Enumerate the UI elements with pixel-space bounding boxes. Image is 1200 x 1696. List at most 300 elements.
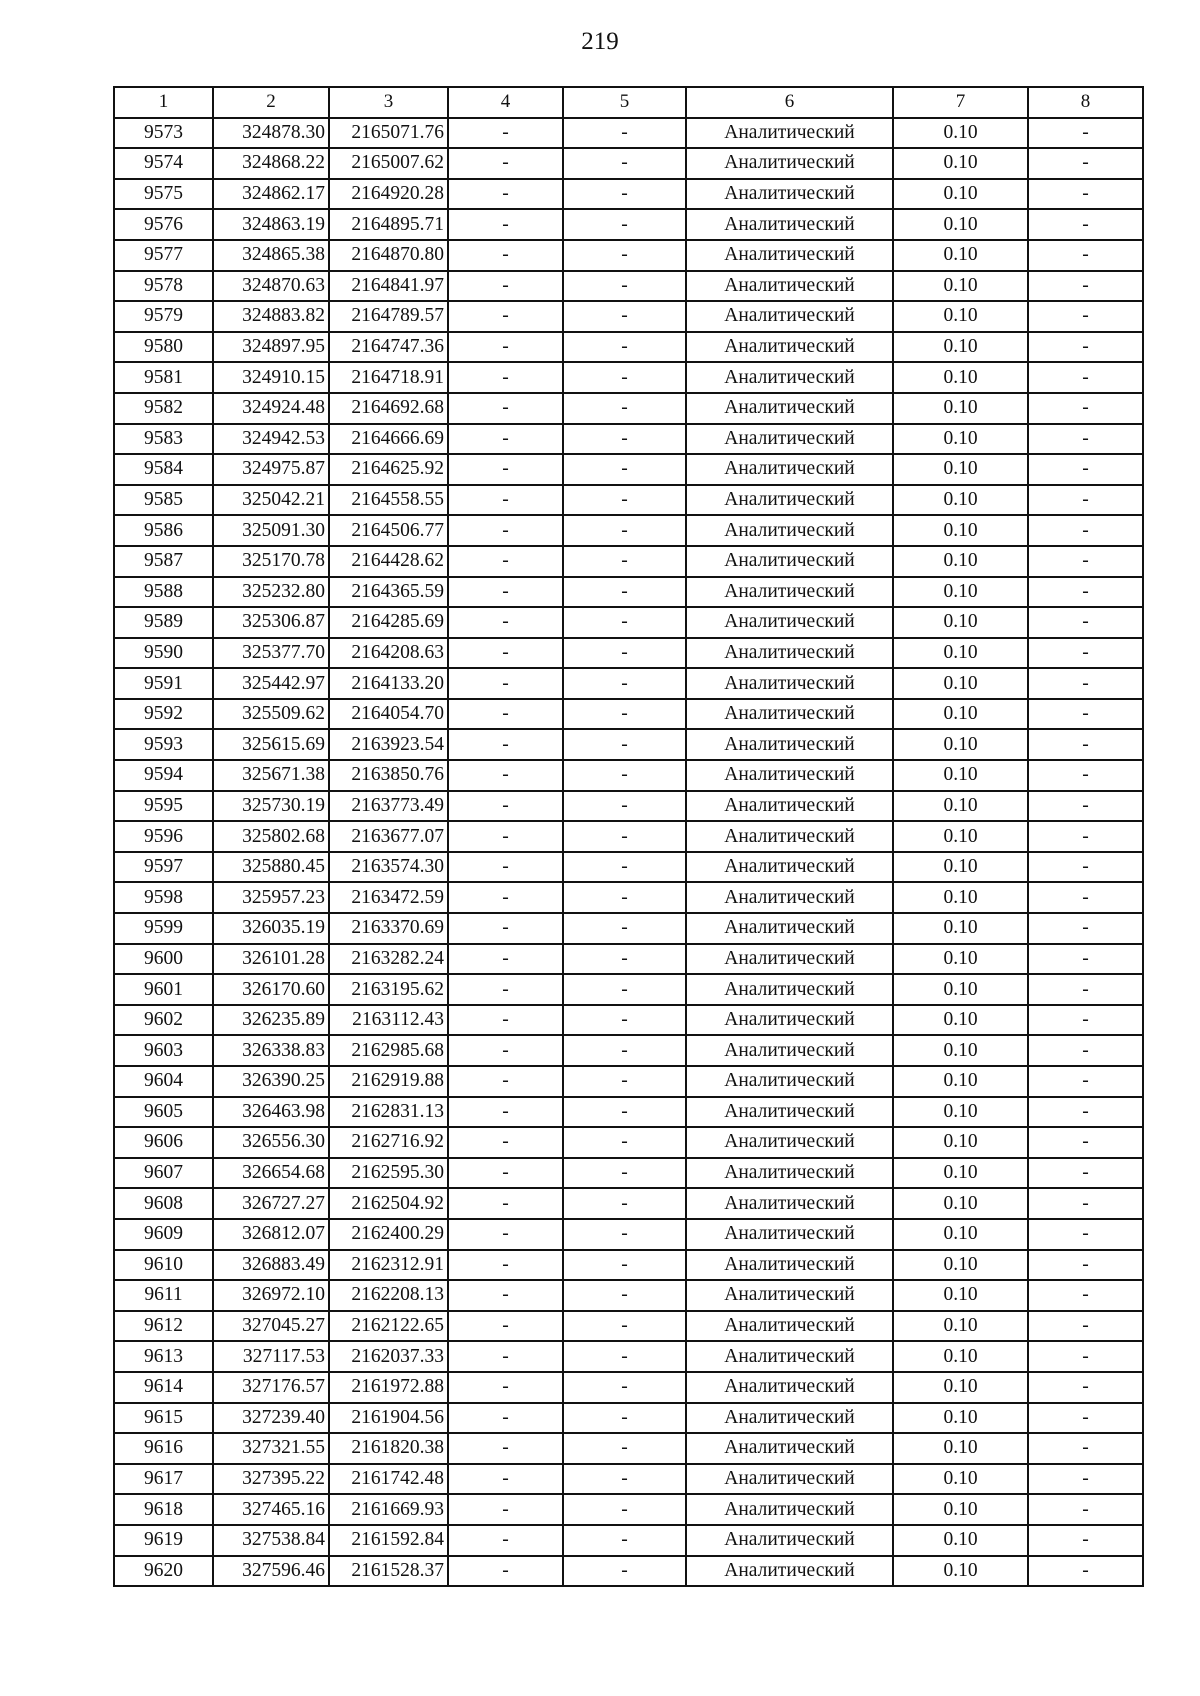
x-coordinate-cell: 324862.17: [213, 179, 329, 210]
table-row: [114, 1311, 1143, 1342]
column-4-cell: -: [448, 944, 563, 975]
accuracy-cell: 0.10: [893, 271, 1028, 302]
accuracy-cell: 0.10: [893, 974, 1028, 1005]
column-4-cell: -: [448, 913, 563, 944]
point-number-cell: 9574: [114, 148, 213, 179]
method-cell: Аналитический: [686, 1433, 893, 1464]
column-8-cell: -: [1028, 1525, 1143, 1556]
column-4-cell: -: [448, 729, 563, 760]
table-row: [114, 638, 1143, 669]
method-cell: Аналитический: [686, 1188, 893, 1219]
y-coordinate-cell: 2161669.93: [329, 1494, 448, 1525]
y-coordinate-cell: 2164692.68: [329, 393, 448, 424]
y-coordinate-cell: 2163195.62: [329, 974, 448, 1005]
column-header: 8: [1028, 87, 1143, 118]
column-5-cell: -: [563, 1556, 686, 1587]
table-row: [114, 546, 1143, 577]
y-coordinate-cell: 2163574.30: [329, 852, 448, 883]
column-4-cell: -: [448, 821, 563, 852]
point-number-cell: 9610: [114, 1250, 213, 1281]
column-5-cell: -: [563, 974, 686, 1005]
point-number-cell: 9602: [114, 1005, 213, 1036]
x-coordinate-cell: 327117.53: [213, 1341, 329, 1372]
y-coordinate-cell: 2161742.48: [329, 1464, 448, 1495]
method-cell: Аналитический: [686, 1250, 893, 1281]
method-cell: Аналитический: [686, 882, 893, 913]
point-number-cell: 9573: [114, 118, 213, 149]
y-coordinate-cell: 2162208.13: [329, 1280, 448, 1311]
x-coordinate-cell: 324868.22: [213, 148, 329, 179]
x-coordinate-cell: 325730.19: [213, 791, 329, 822]
column-4-cell: -: [448, 1494, 563, 1525]
table-row: [114, 1066, 1143, 1097]
table-row: [114, 1127, 1143, 1158]
x-coordinate-cell: 324878.30: [213, 118, 329, 149]
column-4-cell: -: [448, 546, 563, 577]
column-4-cell: -: [448, 332, 563, 363]
column-4-cell: -: [448, 118, 563, 149]
y-coordinate-cell: 2162037.33: [329, 1341, 448, 1372]
y-coordinate-cell: 2164428.62: [329, 546, 448, 577]
column-5-cell: -: [563, 791, 686, 822]
accuracy-cell: 0.10: [893, 240, 1028, 271]
column-8-cell: -: [1028, 240, 1143, 271]
y-coordinate-cell: 2164506.77: [329, 515, 448, 546]
column-8-cell: -: [1028, 118, 1143, 149]
table-row: [114, 729, 1143, 760]
x-coordinate-cell: 326972.10: [213, 1280, 329, 1311]
accuracy-cell: 0.10: [893, 1005, 1028, 1036]
point-number-cell: 9578: [114, 271, 213, 302]
column-4-cell: -: [448, 148, 563, 179]
column-8-cell: -: [1028, 148, 1143, 179]
table-row: [114, 760, 1143, 791]
method-cell: Аналитический: [686, 332, 893, 363]
accuracy-cell: 0.10: [893, 1494, 1028, 1525]
table-row: [114, 1035, 1143, 1066]
column-5-cell: -: [563, 148, 686, 179]
accuracy-cell: 0.10: [893, 882, 1028, 913]
accuracy-cell: 0.10: [893, 424, 1028, 455]
column-8-cell: -: [1028, 424, 1143, 455]
method-cell: Аналитический: [686, 393, 893, 424]
y-coordinate-cell: 2163773.49: [329, 791, 448, 822]
column-4-cell: -: [448, 1280, 563, 1311]
y-coordinate-cell: 2161528.37: [329, 1556, 448, 1587]
column-4-cell: -: [448, 852, 563, 883]
point-number-cell: 9579: [114, 301, 213, 332]
page-number: 219: [581, 28, 619, 55]
column-8-cell: -: [1028, 821, 1143, 852]
method-cell: Аналитический: [686, 179, 893, 210]
x-coordinate-cell: 327596.46: [213, 1556, 329, 1587]
x-coordinate-cell: 325615.69: [213, 729, 329, 760]
table-row: [114, 301, 1143, 332]
method-cell: Аналитический: [686, 1556, 893, 1587]
column-5-cell: -: [563, 607, 686, 638]
accuracy-cell: 0.10: [893, 1311, 1028, 1342]
accuracy-cell: 0.10: [893, 515, 1028, 546]
column-4-cell: -: [448, 179, 563, 210]
column-4-cell: -: [448, 974, 563, 1005]
table-row: [114, 515, 1143, 546]
column-8-cell: -: [1028, 1097, 1143, 1128]
x-coordinate-cell: 324870.63: [213, 271, 329, 302]
table-row: [114, 1097, 1143, 1128]
accuracy-cell: 0.10: [893, 1433, 1028, 1464]
table-row: [114, 1219, 1143, 1250]
column-5-cell: -: [563, 209, 686, 240]
method-cell: Аналитический: [686, 974, 893, 1005]
point-number-cell: 9590: [114, 638, 213, 669]
point-number-cell: 9583: [114, 424, 213, 455]
method-cell: Аналитический: [686, 852, 893, 883]
x-coordinate-cell: 325509.62: [213, 699, 329, 730]
column-4-cell: -: [448, 485, 563, 516]
column-8-cell: -: [1028, 638, 1143, 669]
coordinates-table: [113, 86, 1144, 1587]
method-cell: Аналитический: [686, 1097, 893, 1128]
x-coordinate-cell: 325377.70: [213, 638, 329, 669]
accuracy-cell: 0.10: [893, 393, 1028, 424]
column-4-cell: -: [448, 1219, 563, 1250]
method-cell: Аналитический: [686, 760, 893, 791]
column-5-cell: -: [563, 1403, 686, 1434]
accuracy-cell: 0.10: [893, 179, 1028, 210]
point-number-cell: 9600: [114, 944, 213, 975]
point-number-cell: 9620: [114, 1556, 213, 1587]
column-4-cell: -: [448, 607, 563, 638]
y-coordinate-cell: 2164365.59: [329, 577, 448, 608]
column-header: 3: [329, 87, 448, 118]
column-4-cell: -: [448, 240, 563, 271]
accuracy-cell: 0.10: [893, 852, 1028, 883]
method-cell: Аналитический: [686, 1372, 893, 1403]
method-cell: Аналитический: [686, 1341, 893, 1372]
column-4-cell: -: [448, 1556, 563, 1587]
accuracy-cell: 0.10: [893, 546, 1028, 577]
accuracy-cell: 0.10: [893, 1403, 1028, 1434]
column-5-cell: -: [563, 1464, 686, 1495]
y-coordinate-cell: 2164747.36: [329, 332, 448, 363]
column-8-cell: -: [1028, 913, 1143, 944]
table-row: [114, 1556, 1143, 1587]
column-8-cell: -: [1028, 1556, 1143, 1587]
table-row: [114, 944, 1143, 975]
column-8-cell: -: [1028, 1341, 1143, 1372]
accuracy-cell: 0.10: [893, 1372, 1028, 1403]
column-4-cell: -: [448, 1341, 563, 1372]
table-row: [114, 1372, 1143, 1403]
column-header: 1: [114, 87, 213, 118]
x-coordinate-cell: 324942.53: [213, 424, 329, 455]
column-5-cell: -: [563, 1158, 686, 1189]
x-coordinate-cell: 327176.57: [213, 1372, 329, 1403]
column-5-cell: -: [563, 1311, 686, 1342]
method-cell: Аналитический: [686, 454, 893, 485]
point-number-cell: 9619: [114, 1525, 213, 1556]
column-8-cell: -: [1028, 1403, 1143, 1434]
column-8-cell: -: [1028, 515, 1143, 546]
y-coordinate-cell: 2164208.63: [329, 638, 448, 669]
y-coordinate-cell: 2164133.20: [329, 668, 448, 699]
method-cell: Аналитический: [686, 1005, 893, 1036]
y-coordinate-cell: 2164870.80: [329, 240, 448, 271]
column-5-cell: -: [563, 668, 686, 699]
point-number-cell: 9595: [114, 791, 213, 822]
column-4-cell: -: [448, 1097, 563, 1128]
x-coordinate-cell: 326390.25: [213, 1066, 329, 1097]
x-coordinate-cell: 327045.27: [213, 1311, 329, 1342]
method-cell: Аналитический: [686, 668, 893, 699]
point-number-cell: 9601: [114, 974, 213, 1005]
point-number-cell: 9582: [114, 393, 213, 424]
column-5-cell: -: [563, 1525, 686, 1556]
column-4-cell: -: [448, 515, 563, 546]
point-number-cell: 9589: [114, 607, 213, 638]
table-row: [114, 974, 1143, 1005]
table-row: [114, 668, 1143, 699]
column-header: 6: [686, 87, 893, 118]
y-coordinate-cell: 2163282.24: [329, 944, 448, 975]
column-5-cell: -: [563, 577, 686, 608]
x-coordinate-cell: 324910.15: [213, 362, 329, 393]
column-5-cell: -: [563, 1341, 686, 1372]
column-header: 5: [563, 87, 686, 118]
table-row: [114, 1158, 1143, 1189]
column-8-cell: -: [1028, 852, 1143, 883]
x-coordinate-cell: 325671.38: [213, 760, 329, 791]
point-number-cell: 9617: [114, 1464, 213, 1495]
point-number-cell: 9612: [114, 1311, 213, 1342]
table-row: [114, 362, 1143, 393]
column-8-cell: -: [1028, 577, 1143, 608]
y-coordinate-cell: 2163472.59: [329, 882, 448, 913]
x-coordinate-cell: 326170.60: [213, 974, 329, 1005]
table-row: [114, 240, 1143, 271]
column-4-cell: -: [448, 882, 563, 913]
point-number-cell: 9616: [114, 1433, 213, 1464]
column-8-cell: -: [1028, 1219, 1143, 1250]
column-8-cell: -: [1028, 362, 1143, 393]
method-cell: Аналитический: [686, 240, 893, 271]
table-row: [114, 1464, 1143, 1495]
accuracy-cell: 0.10: [893, 791, 1028, 822]
column-8-cell: -: [1028, 699, 1143, 730]
y-coordinate-cell: 2162985.68: [329, 1035, 448, 1066]
point-number-cell: 9596: [114, 821, 213, 852]
column-5-cell: -: [563, 1219, 686, 1250]
point-number-cell: 9580: [114, 332, 213, 363]
accuracy-cell: 0.10: [893, 118, 1028, 149]
column-4-cell: -: [448, 1525, 563, 1556]
column-5-cell: -: [563, 821, 686, 852]
column-8-cell: -: [1028, 332, 1143, 363]
y-coordinate-cell: 2162919.88: [329, 1066, 448, 1097]
x-coordinate-cell: 325042.21: [213, 485, 329, 516]
column-4-cell: -: [448, 1372, 563, 1403]
x-coordinate-cell: 325232.80: [213, 577, 329, 608]
table-row: [114, 913, 1143, 944]
table-row: [114, 485, 1143, 516]
x-coordinate-cell: 325957.23: [213, 882, 329, 913]
accuracy-cell: 0.10: [893, 1097, 1028, 1128]
table-row: [114, 607, 1143, 638]
method-cell: Аналитический: [686, 301, 893, 332]
column-5-cell: -: [563, 1097, 686, 1128]
point-number-cell: 9609: [114, 1219, 213, 1250]
method-cell: Аналитический: [686, 1035, 893, 1066]
column-8-cell: -: [1028, 1158, 1143, 1189]
table-row: [114, 271, 1143, 302]
point-number-cell: 9576: [114, 209, 213, 240]
column-8-cell: -: [1028, 1188, 1143, 1219]
x-coordinate-cell: 325802.68: [213, 821, 329, 852]
x-coordinate-cell: 324897.95: [213, 332, 329, 363]
y-coordinate-cell: 2163112.43: [329, 1005, 448, 1036]
table-row: [114, 179, 1143, 210]
accuracy-cell: 0.10: [893, 944, 1028, 975]
point-number-cell: 9575: [114, 179, 213, 210]
column-5-cell: -: [563, 944, 686, 975]
accuracy-cell: 0.10: [893, 821, 1028, 852]
column-5-cell: -: [563, 699, 686, 730]
column-4-cell: -: [448, 791, 563, 822]
table-row: [114, 332, 1143, 363]
column-8-cell: -: [1028, 1250, 1143, 1281]
column-4-cell: -: [448, 454, 563, 485]
table-row: [114, 699, 1143, 730]
column-5-cell: -: [563, 485, 686, 516]
column-5-cell: -: [563, 760, 686, 791]
column-4-cell: -: [448, 1066, 563, 1097]
column-8-cell: -: [1028, 393, 1143, 424]
column-8-cell: -: [1028, 882, 1143, 913]
accuracy-cell: 0.10: [893, 332, 1028, 363]
x-coordinate-cell: 325306.87: [213, 607, 329, 638]
column-4-cell: -: [448, 1403, 563, 1434]
point-number-cell: 9614: [114, 1372, 213, 1403]
table-row: [114, 393, 1143, 424]
table-row: [114, 1525, 1143, 1556]
method-cell: Аналитический: [686, 638, 893, 669]
accuracy-cell: 0.10: [893, 362, 1028, 393]
column-5-cell: -: [563, 301, 686, 332]
accuracy-cell: 0.10: [893, 729, 1028, 760]
column-4-cell: -: [448, 1035, 563, 1066]
point-number-cell: 9588: [114, 577, 213, 608]
method-cell: Аналитический: [686, 577, 893, 608]
column-8-cell: -: [1028, 1280, 1143, 1311]
column-4-cell: -: [448, 1188, 563, 1219]
method-cell: Аналитический: [686, 913, 893, 944]
column-8-cell: -: [1028, 179, 1143, 210]
column-8-cell: -: [1028, 1005, 1143, 1036]
column-5-cell: -: [563, 1433, 686, 1464]
column-header: 2: [213, 87, 329, 118]
y-coordinate-cell: 2164895.71: [329, 209, 448, 240]
point-number-cell: 9597: [114, 852, 213, 883]
x-coordinate-cell: 326654.68: [213, 1158, 329, 1189]
accuracy-cell: 0.10: [893, 668, 1028, 699]
accuracy-cell: 0.10: [893, 760, 1028, 791]
column-5-cell: -: [563, 271, 686, 302]
y-coordinate-cell: 2162400.29: [329, 1219, 448, 1250]
table-row: [114, 1403, 1143, 1434]
column-5-cell: -: [563, 1372, 686, 1403]
method-cell: Аналитический: [686, 362, 893, 393]
table-row: [114, 1280, 1143, 1311]
point-number-cell: 9591: [114, 668, 213, 699]
y-coordinate-cell: 2162312.91: [329, 1250, 448, 1281]
method-cell: Аналитический: [686, 148, 893, 179]
accuracy-cell: 0.10: [893, 1127, 1028, 1158]
y-coordinate-cell: 2162122.65: [329, 1311, 448, 1342]
accuracy-cell: 0.10: [893, 1066, 1028, 1097]
point-number-cell: 9592: [114, 699, 213, 730]
column-5-cell: -: [563, 515, 686, 546]
x-coordinate-cell: 326235.89: [213, 1005, 329, 1036]
accuracy-cell: 0.10: [893, 1280, 1028, 1311]
accuracy-cell: 0.10: [893, 913, 1028, 944]
column-header: 7: [893, 87, 1028, 118]
accuracy-cell: 0.10: [893, 1250, 1028, 1281]
y-coordinate-cell: 2164841.97: [329, 271, 448, 302]
x-coordinate-cell: 327239.40: [213, 1403, 329, 1434]
point-number-cell: 9594: [114, 760, 213, 791]
accuracy-cell: 0.10: [893, 1556, 1028, 1587]
x-coordinate-cell: 326812.07: [213, 1219, 329, 1250]
point-number-cell: 9611: [114, 1280, 213, 1311]
accuracy-cell: 0.10: [893, 638, 1028, 669]
point-number-cell: 9585: [114, 485, 213, 516]
accuracy-cell: 0.10: [893, 699, 1028, 730]
column-4-cell: -: [448, 362, 563, 393]
y-coordinate-cell: 2164789.57: [329, 301, 448, 332]
column-4-cell: -: [448, 1433, 563, 1464]
column-8-cell: -: [1028, 485, 1143, 516]
table-row: [114, 1188, 1143, 1219]
accuracy-cell: 0.10: [893, 209, 1028, 240]
y-coordinate-cell: 2164920.28: [329, 179, 448, 210]
column-8-cell: -: [1028, 791, 1143, 822]
point-number-cell: 9593: [114, 729, 213, 760]
column-8-cell: -: [1028, 974, 1143, 1005]
x-coordinate-cell: 324863.19: [213, 209, 329, 240]
point-number-cell: 9604: [114, 1066, 213, 1097]
column-8-cell: -: [1028, 1494, 1143, 1525]
method-cell: Аналитический: [686, 1464, 893, 1495]
method-cell: Аналитический: [686, 791, 893, 822]
y-coordinate-cell: 2161904.56: [329, 1403, 448, 1434]
column-4-cell: -: [448, 668, 563, 699]
column-4-cell: -: [448, 1464, 563, 1495]
accuracy-cell: 0.10: [893, 148, 1028, 179]
column-8-cell: -: [1028, 209, 1143, 240]
column-8-cell: -: [1028, 1035, 1143, 1066]
point-number-cell: 9586: [114, 515, 213, 546]
point-number-cell: 9607: [114, 1158, 213, 1189]
y-coordinate-cell: 2161592.84: [329, 1525, 448, 1556]
column-4-cell: -: [448, 301, 563, 332]
y-coordinate-cell: 2165007.62: [329, 148, 448, 179]
method-cell: Аналитический: [686, 515, 893, 546]
method-cell: Аналитический: [686, 1403, 893, 1434]
point-number-cell: 9584: [114, 454, 213, 485]
column-5-cell: -: [563, 546, 686, 577]
column-4-cell: -: [448, 1005, 563, 1036]
method-cell: Аналитический: [686, 699, 893, 730]
